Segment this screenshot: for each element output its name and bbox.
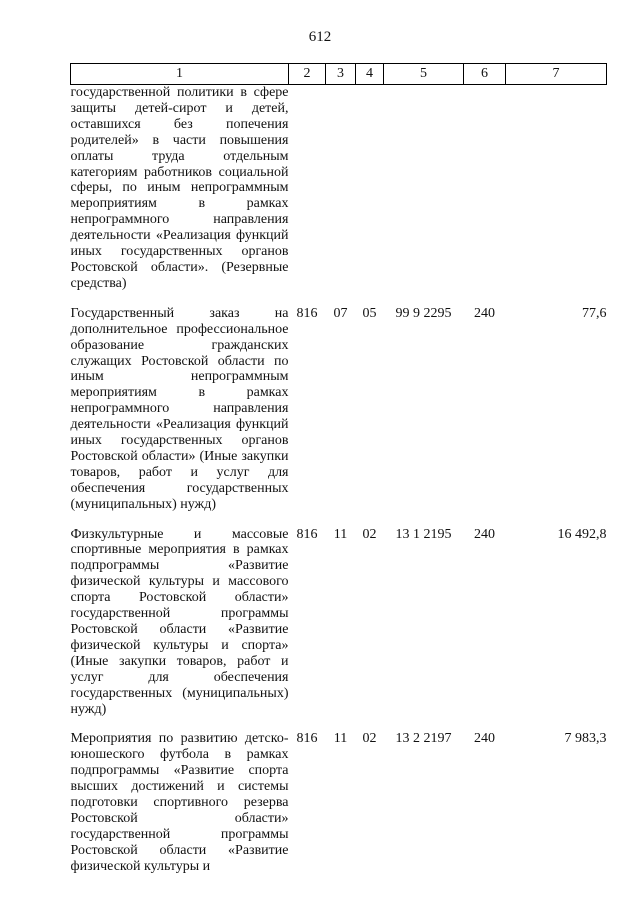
row-target-article: 99 9 2295 [395,305,452,321]
row-subsection-code: 02 [362,526,377,542]
header-col-2: 2 [289,64,326,85]
row-description: Физкультурные и массовые спортивные мероприятия в рамках подпрограммы «Развитие физической культуры и массового спорта Ростовской области» государственной программы Ростовской области «Развитие физической культуры и спорта» (Иные закупки товаров, работ и услуг для обеспечения государственных (муниципальных) нужд) [70,526,289,717]
row-section-code [326,85,356,292]
header-col-1: 1 [71,64,289,85]
header-col-4: 4 [356,64,384,85]
row-section-code: 11 [333,731,348,747]
row-target-article: 13 2 2197 [395,731,452,747]
header-col-3: 3 [326,64,356,85]
table-row [71,85,607,292]
page-number: 612 [308,29,332,45]
row-amount: 7 983,3 [564,731,607,747]
row-amount [506,85,607,292]
row-ministry-code: 816 [296,305,318,321]
row-description: Мероприятия по развитию детско-юношеского футбола в рамках подпрограммы «Развитие спорта высших достижений и системы подготовки спортивного резерва Ростовской области» государственной программы Ростовской области «Развитие физической культуры и [70,731,289,874]
row-subsection-code: 05 [362,305,377,321]
row-amount: 16 492,8 [557,526,607,542]
table-row [71,527,607,718]
budget-table [70,63,607,875]
table-header-row [71,64,607,85]
row-subsection-code: 02 [362,731,377,747]
table-row [71,731,607,874]
row-expense-type: 240 [474,526,495,542]
header-col-5: 5 [384,64,464,85]
row-spacer [71,717,607,731]
row-spacer [71,513,607,527]
row-description: государственной политики в сфере защиты детей-сирот и детей, оставшихся без попечения родителей» в части повышения оплаты труда отдельным категориям работников социальной сферы, по иным непрограммным мероприятиям в рамках непрограммного направления деятельности «Реализация функций иных государственных органов Ростовской области». (Резервные средства) [70,85,289,291]
row-ministry-code: 816 [296,526,318,542]
row-amount: 77,6 [582,305,607,321]
row-section-code: 07 [333,305,348,321]
row-expense-type: 240 [474,305,495,321]
table-row [71,306,607,513]
row-target-article [384,85,464,292]
header-col-7: 7 [506,64,607,85]
row-expense-type [464,85,506,292]
row-description: Государственный заказ на дополнительное профессиональное образование гражданских служащих Ростовской области по иным непрограммным мероприятиям в рамках непрограммного направления деятельности «Реализация функций иных государственных органов Ростовской области» (Иные закупки товаров, работ и услуг для обеспечения государственных (муниципальных) нужд) [70,305,289,512]
row-ministry-code: 816 [296,731,318,747]
row-subsection-code [356,85,384,292]
header-col-6: 6 [464,64,506,85]
row-ministry-code [289,85,326,292]
row-spacer [71,292,607,306]
row-expense-type: 240 [474,731,495,747]
row-target-article: 13 1 2195 [395,526,452,542]
row-section-code: 11 [333,526,348,542]
